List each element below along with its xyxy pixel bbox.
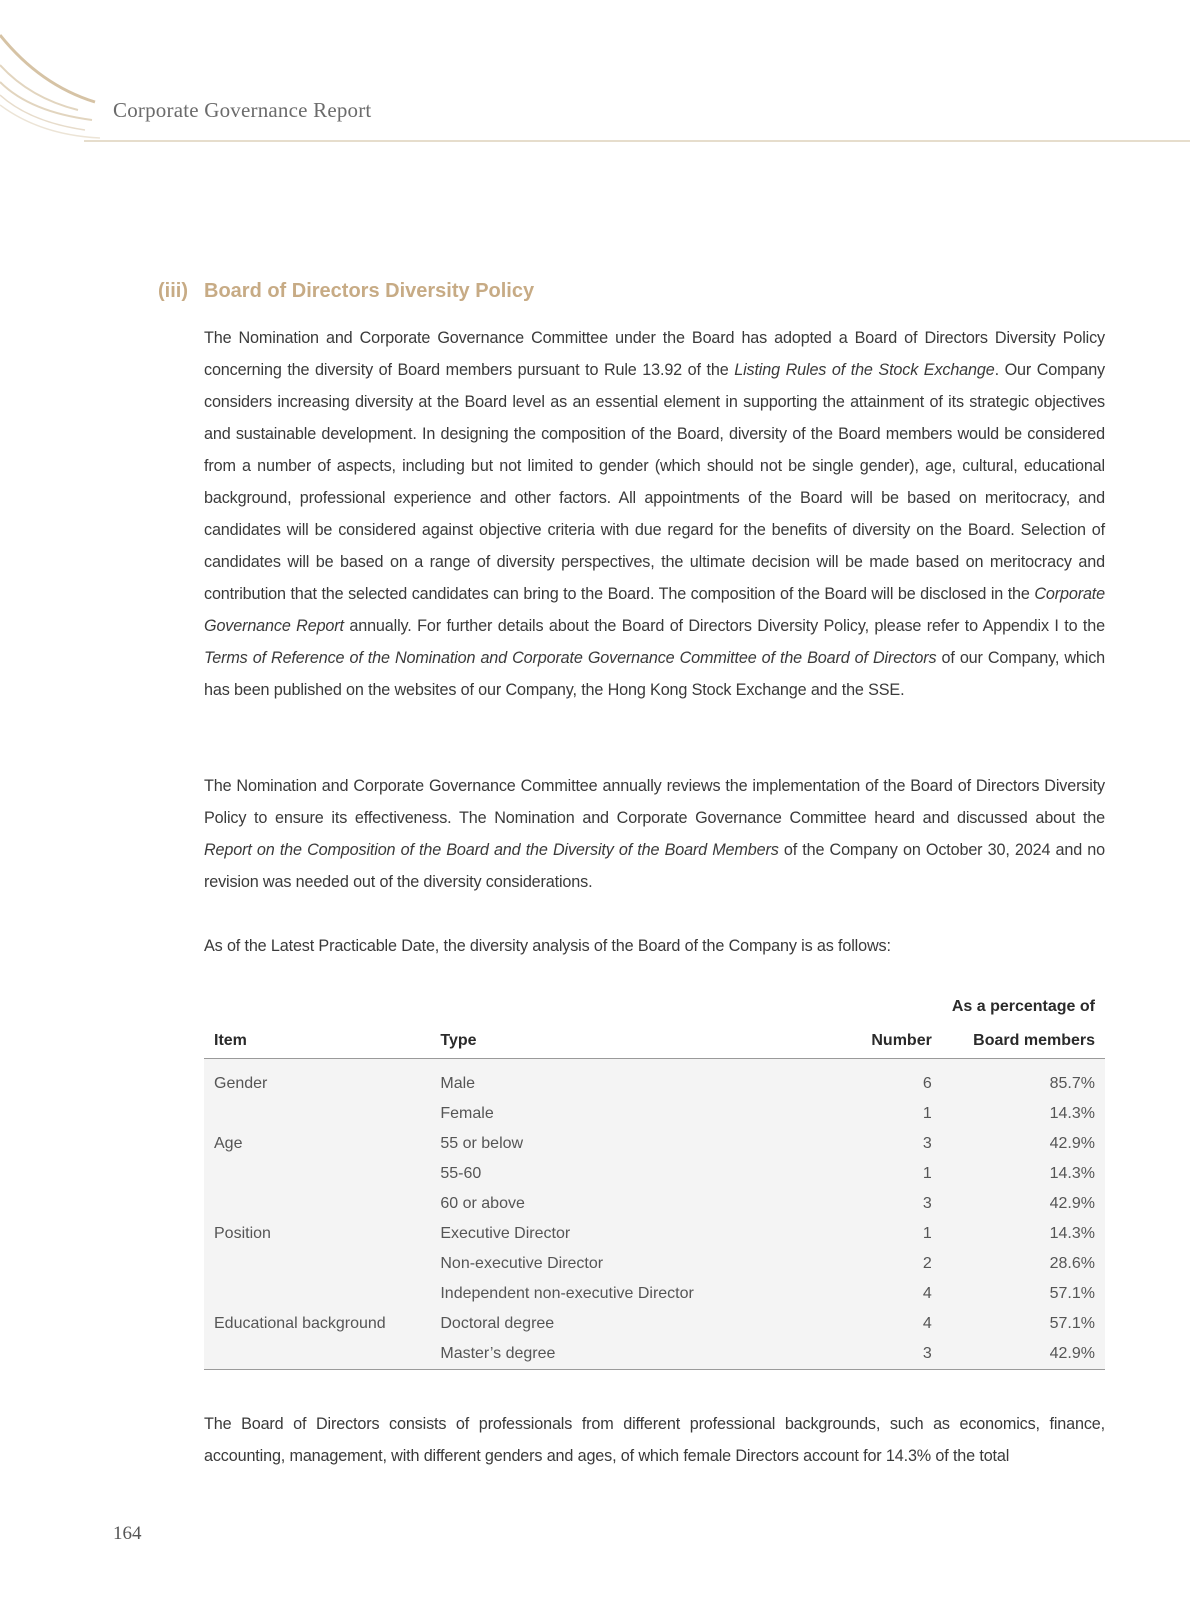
paragraph-table-intro: As of the Latest Practicable Date, the diversity analysis of the Board of the Company is as follows: <box>204 937 891 955</box>
cell-item: Gender <box>214 1075 268 1092</box>
table-row <box>204 1189 1105 1219</box>
table-row <box>204 1099 1105 1129</box>
cell-number: 4 <box>922 1285 932 1302</box>
cell-percentage: 14.3% <box>1049 1105 1095 1122</box>
section-heading <box>158 280 534 303</box>
cell-percentage: 14.3% <box>1049 1225 1095 1242</box>
cell-type: 55 or below <box>440 1135 524 1152</box>
cell-percentage: 57.1% <box>1049 1285 1095 1302</box>
cell-item <box>204 1279 430 1309</box>
paragraph-board-composition: The Board of Directors consists of professionals from different professional backgrounds, such as economics, finance, accounting, management, with different genders and ages, of which female Directors account for 14.3% of the total <box>204 1415 1105 1465</box>
cell-item <box>204 1099 430 1129</box>
cell-type: Executive Director <box>440 1225 571 1242</box>
cell-number: 1 <box>922 1105 932 1122</box>
header-percentage-line1: As a percentage of <box>951 998 1095 1015</box>
cell-item <box>204 1189 430 1219</box>
table-row <box>204 1279 1105 1309</box>
cell-item <box>204 1249 430 1279</box>
cell-number: 1 <box>922 1165 932 1182</box>
cell-percentage: 85.7% <box>1049 1075 1095 1092</box>
cell-percentage: 42.9% <box>1049 1195 1095 1212</box>
table-row <box>204 1059 1105 1100</box>
text-run: annually. For further details about the Board of Directors Diversity Policy, please refer to Appendix I to the <box>343 617 1105 635</box>
header-number: Number <box>860 1016 942 1059</box>
paragraph-annual-review <box>204 770 1105 898</box>
cell-number: 4 <box>922 1315 932 1332</box>
table-row <box>204 1159 1105 1189</box>
text-run: of our Company, which has been published on the websites of our Company, the Hong Kong Stock Exchange and the SSE. <box>204 649 1105 699</box>
text-run: of the Company on October 30, 2024 and no revision was needed out of the diversity considerations. <box>204 841 1105 891</box>
italic-reference: Terms of Reference of the Nomination and Corporate Governance Committee of the Board of Directors <box>204 649 937 667</box>
cell-number: 6 <box>922 1075 932 1092</box>
cell-percentage: 14.3% <box>1049 1165 1095 1182</box>
header-divider <box>84 140 1190 142</box>
cell-percentage: 57.1% <box>1049 1315 1095 1332</box>
cell-type: 60 or above <box>440 1195 525 1212</box>
header-percentage-line2: Board members <box>942 1016 1105 1059</box>
cell-type: Non-executive Director <box>440 1255 604 1272</box>
cell-number: 3 <box>922 1135 932 1152</box>
cell-percentage: 42.9% <box>942 1339 1105 1370</box>
cell-type: Independent non-executive Director <box>440 1285 694 1302</box>
text-run: . Our Company considers increasing diversity at the Board level as an essential element in supporting the attainment of its strategic objectives and sustainable development. In designing the composition of the Board, diversity of the Board members would be considered from a number of aspects, including but not limited to gender (which should not be single gender), age, cultural, educational background, professional experience and other factors. All appointments of the Board will be based on meritocracy, and candidates will be considered against objective criteria with due regard for the benefits of diversity on the Board. Selection of candidates will be based on a range of diversity perspectives, the ultimate decision will be made based on meritocracy and contribution that the selected candidates can bring to the Board. The composition of the Board will be disclosed in the <box>204 361 1105 603</box>
cell-item <box>204 1339 430 1370</box>
cell-number: 2 <box>922 1255 932 1272</box>
cell-item <box>204 1159 430 1189</box>
paragraph-diversity-policy <box>204 322 1105 706</box>
cell-type: Male <box>440 1075 476 1092</box>
cell-percentage: 28.6% <box>1049 1255 1095 1272</box>
italic-reference: Listing Rules of the Stock Exchange <box>734 361 995 379</box>
cell-number: 3 <box>860 1339 942 1370</box>
italic-reference: Report on the Composition of the Board and the Diversity of the Board Members <box>204 841 779 859</box>
table-row <box>204 1309 1105 1339</box>
table-row <box>204 1129 1105 1159</box>
text-run: The Nomination and Corporate Governance Committee annually reviews the implementation of the Board of Directors Diversity Policy to ensure its effectiveness. The Nomination and Corporate Governance Committee heard and discussed about the <box>204 777 1105 827</box>
cell-percentage: 42.9% <box>1049 1135 1095 1152</box>
diversity-table <box>204 990 1105 1370</box>
header-type: Type <box>430 1016 860 1059</box>
header-item: Item <box>204 1016 430 1059</box>
table-row <box>204 1249 1105 1279</box>
running-header-title: Corporate Governance Report <box>113 98 372 122</box>
table-row <box>204 1219 1105 1249</box>
italic-reference: Corporate Governance Report <box>204 585 1105 635</box>
cell-type: 55-60 <box>440 1165 482 1182</box>
table-row <box>204 1339 1105 1370</box>
cell-type: Master’s degree <box>430 1339 860 1370</box>
cell-item: Age <box>214 1135 243 1152</box>
cell-number: 3 <box>922 1195 932 1212</box>
cell-number: 1 <box>922 1225 932 1242</box>
cell-type: Doctoral degree <box>440 1315 555 1332</box>
section-number: (iii) <box>158 280 188 302</box>
cell-item: Educational background <box>214 1315 386 1332</box>
section-title: Board of Directors Diversity Policy <box>204 280 535 302</box>
cell-type: Female <box>440 1105 494 1122</box>
text-run: The Nomination and Corporate Governance Committee under the Board has adopted a Board of Directors Diversity Policy concerning the diversity of Board members pursuant to Rule 13.92 of the <box>204 329 1105 379</box>
decorative-arcs-icon <box>0 30 100 145</box>
cell-item: Position <box>214 1225 271 1242</box>
page-number: 164 <box>113 1523 142 1544</box>
